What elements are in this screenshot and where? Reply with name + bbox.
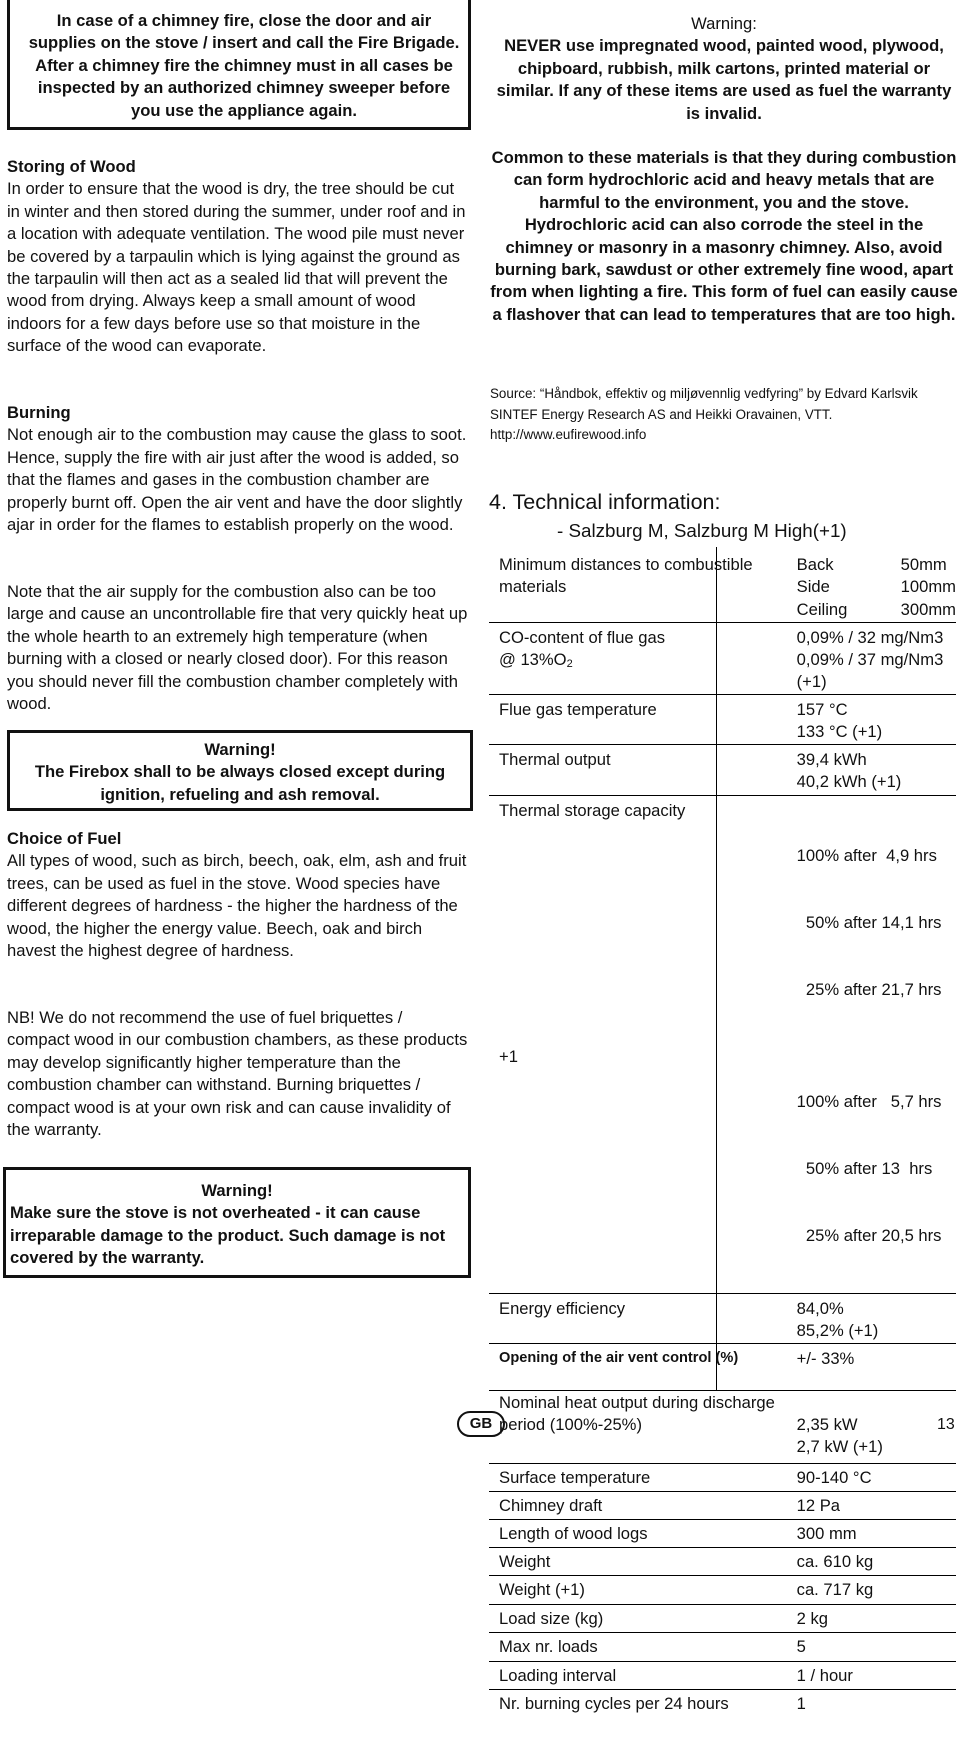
table-row: [489, 1575, 956, 1604]
tech-key: Chimney draft: [499, 1495, 603, 1515]
overheat-warning-body: Make sure the stove is not overheated - it can cause irreparable damage to the product. Such damage is not covered by the warranty.: [10, 1203, 446, 1268]
firebox-warning-body: The Firebox shall to be always closed except during ignition, refueling and ash removal.: [34, 762, 446, 804]
tech-key: Weight (+1): [499, 1579, 585, 1599]
storing-body: In order to ensure that the wood is dry, the tree should be cut in winter and then stored during the summer, under roof and in a location with adequate ventilation. The wood pile must never be covered by a tarpaulin which is lying against the ground as the tarpaulin will then act as a sealed lid that will prevent the wood from drying. Always keep a small amount of wood indoors for a few days before use so that moisture in the surface of the wood can evaporate.: [7, 179, 466, 356]
tech-subheading: - Salzburg M, Salzburg M High(+1): [557, 520, 847, 541]
table-row: [489, 795, 956, 1046]
tech-value: 40,2 kWh (+1): [796, 772, 902, 792]
chimney-fire-text: In case of a chimney fire, close the door and air supplies on the stove / insert and call the Fire Brigade. After a chimney fire the chimney must in all cases be inspected by an authorized chimney sweeper before you use the appliance again.: [28, 11, 460, 120]
table-row: [489, 1491, 956, 1519]
tech-value: ca. 610 kg: [796, 1551, 874, 1571]
table-row: [489, 1293, 956, 1343]
table-row: [489, 1519, 956, 1547]
table-row: [489, 1046, 956, 1293]
burning-section: [7, 402, 469, 536]
tech-value: 50mm: [900, 555, 947, 574]
source-text: Source: “Håndbok, effektiv og miljøvennlig vedfyring” by Edvard Karlsvik SINTEF Energy Research AS and Heikki Oravainen, VTT.: [490, 386, 918, 422]
tech-key: Nr. burning cycles per 24 hours: [499, 1693, 729, 1713]
tech-value: 85,2% (+1): [796, 1321, 879, 1341]
tech-value: 50% after 14,1 hrs: [796, 912, 942, 932]
tech-value: 2,35 kW: [796, 1414, 858, 1434]
tech-key: Load size (kg): [499, 1608, 604, 1628]
table-row: [489, 547, 956, 622]
tech-value: 0,09% / 32 mg/Nm3: [796, 627, 944, 647]
tech-value: 5: [796, 1636, 806, 1656]
tech-key: Thermal storage capacity: [499, 800, 686, 820]
tech-key: Loading interval: [499, 1665, 617, 1685]
tech-value: 2 kg: [796, 1608, 829, 1628]
page-number: 13: [937, 1416, 955, 1433]
tech-value: 300mm: [900, 599, 956, 619]
tech-value-label: Back: [796, 555, 834, 574]
table-row: [489, 1390, 956, 1463]
tech-value: 84,0%: [796, 1298, 844, 1318]
tech-heading: 4. Technical information:: [489, 490, 721, 514]
table-row: [489, 1604, 956, 1632]
tech-value: 1 / hour: [796, 1665, 853, 1685]
tech-value: 25% after 20,5 hrs: [796, 1226, 942, 1246]
table-row: [489, 1632, 956, 1661]
hydrochloric-warning: Common to these materials is that they during combustion can form hydrochloric acid and heavy metals that are harmful to the environment, you and the stove. Hydrochloric acid can also corrode the steel in the chimney or masonry in a masonry chimney. Also, avoid burning bark, sawdust or other extremely fine wood, apart from when lighting a fire. This form of fuel can easily cause a flashover that can lead to temperatures that are too high.: [490, 148, 958, 324]
tech-value: 157 °C: [796, 699, 848, 719]
table-row: [489, 694, 956, 744]
tech-value: 12 Pa: [796, 1495, 841, 1515]
tech-value: 25% after 21,7 hrs: [796, 979, 942, 999]
tech-key: Max nr. loads: [499, 1636, 598, 1656]
tech-key: Surface temperature: [499, 1467, 651, 1487]
table-row: [489, 1547, 956, 1575]
tech-value: 2,7 kW (+1): [796, 1437, 883, 1457]
tech-value: 100mm: [900, 577, 956, 597]
firebox-warning: [7, 730, 473, 811]
air-supply-note: Note that the air supply for the combustion also can be too large and cause an uncontrollable fire that very quickly heat up the whole hearth to an extremely high temperature (when burning with a closed or nearly closed door). For this reason you should never fill the combustion chamber completely with wood.: [7, 582, 468, 714]
tech-value: 1: [796, 1693, 806, 1713]
tech-key: CO-content of flue gas: [499, 627, 666, 647]
tech-value: 300 mm: [796, 1523, 857, 1543]
fuel-heading: Choice of Fuel: [7, 829, 122, 848]
tech-key: Thermal output: [499, 749, 611, 769]
tech-key: Nominal heat output during discharge period (100%-25%): [499, 1392, 775, 1435]
tech-key: Minimum distances to combustible materials: [499, 555, 753, 597]
impregnated-wood-warning: [489, 13, 959, 125]
table-row: [489, 1689, 956, 1741]
table-row: [489, 744, 956, 795]
tech-value: 50% after 13 hrs: [796, 1159, 933, 1179]
storing-heading: Storing of Wood: [7, 157, 136, 176]
tech-value: 133 °C (+1): [796, 722, 883, 742]
tech-key-subscript: 2: [566, 657, 573, 670]
tech-value: 0,09% / 37 mg/Nm3 (+1): [796, 649, 944, 692]
overheat-warning-title: Warning!: [201, 1181, 273, 1200]
table-row: [489, 1463, 956, 1491]
overheat-warning: [3, 1167, 471, 1278]
tech-key: Opening of the air vent control (%): [499, 1349, 739, 1366]
table-row: [489, 1661, 956, 1689]
tech-key: +1: [499, 1047, 518, 1067]
briquettes-note: NB! We do not recommend the use of fuel briquettes / compact wood in our combustion chambers, as these products may develop significantly higher temperature than the combustion chamber can withstand. Burning briquettes / compact wood is at your own risk and can cause invalidity of the warranty.: [7, 1008, 468, 1140]
language-badge: GB: [457, 1411, 505, 1437]
firebox-warning-title: Warning!: [204, 740, 276, 759]
tech-value: ca. 717 kg: [796, 1579, 874, 1599]
table-row: [489, 622, 956, 694]
tech-key: Weight: [499, 1551, 551, 1571]
source-link[interactable]: http://www.eufirewood.info: [490, 427, 647, 442]
tech-value: 100% after 5,7 hrs: [796, 1092, 942, 1111]
tech-key: Energy efficiency: [499, 1298, 626, 1318]
tech-key-part: @ 13%O: [499, 649, 567, 669]
impregnated-warning-body: NEVER use impregnated wood, painted wood, plywood, chipboard, rubbish, milk cartons, printed material or similar. If any of these items are used as fuel the warranty is invalid.: [496, 36, 952, 123]
tech-table: [489, 547, 956, 1741]
fuel-body: All types of wood, such as birch, beech, oak, elm, ash and fruit trees, can be used as fuel in the stove. Wood species have different degrees of hardness - the higher the hardness of the wood, the higher the energy value. Beech, oak and birch havest the highest degree of hardness.: [7, 851, 467, 961]
fuel-section: [7, 828, 469, 962]
source-note: [490, 384, 950, 446]
tech-value-label: Ceiling: [796, 599, 848, 619]
impregnated-warning-title: Warning:: [691, 14, 757, 33]
tech-value: 90-140 °C: [796, 1467, 872, 1487]
tech-key: Length of wood logs: [499, 1523, 648, 1543]
tech-key-line2: [499, 649, 786, 675]
table-row: [489, 1343, 956, 1390]
burning-heading: Burning: [7, 403, 71, 422]
tech-value: +/- 33%: [796, 1348, 855, 1368]
burning-body: Not enough air to the combustion may cause the glass to soot. Hence, supply the fire with air just after the wood is added, so that the flames and gases in the combustion chamber are properly burnt off. Open the air vent and have the door slightly ajar in order for the flames to establish properly on the wood.: [7, 425, 467, 535]
tech-key: Flue gas temperature: [499, 699, 657, 719]
storing-section: [7, 156, 469, 358]
tech-value-label: Side: [796, 577, 830, 597]
tech-value: 100% after 4,9 hrs: [796, 845, 937, 865]
tech-value: 39,4 kWh: [796, 749, 867, 769]
chimney-fire-notice: [7, 0, 471, 130]
